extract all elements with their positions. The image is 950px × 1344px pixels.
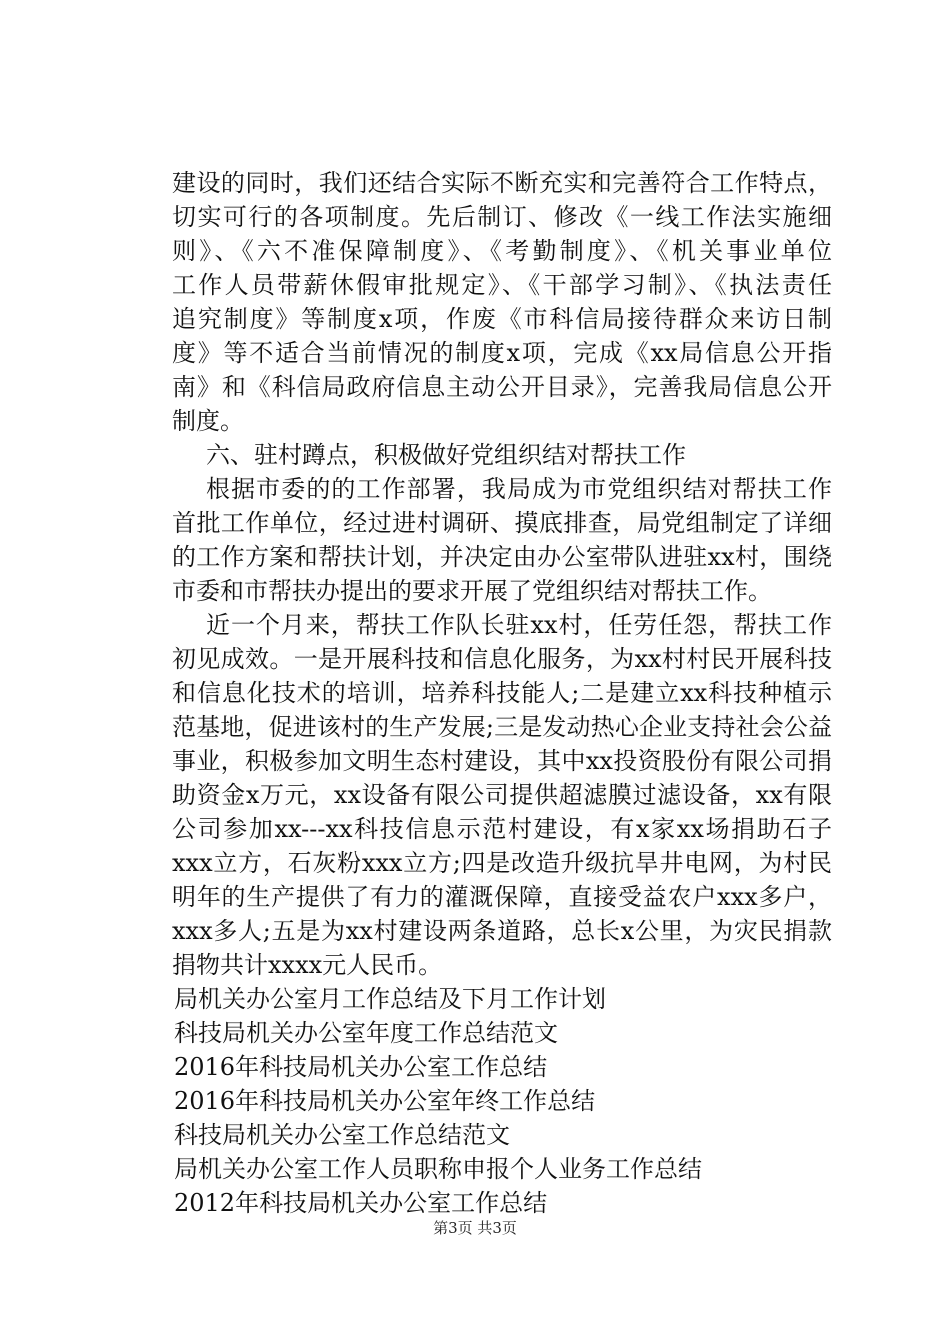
text-line: 南》和《科信局政府信息主动公开目录》，完善我局信息公开 xyxy=(172,373,832,401)
paragraph xyxy=(172,404,832,438)
related-article-link[interactable]: 局机关办公室月工作总结及下月工作计划 xyxy=(174,985,606,1013)
text-line: 度》等不适合当前情况的制度x项，完成《xx局信息公开指 xyxy=(172,339,832,367)
page-footer: 第3页 共3页 xyxy=(433,1219,517,1237)
related-article-link[interactable]: 2016年科技局机关办公室年终工作总结 xyxy=(174,1087,596,1115)
text-line: 明年的生产提供了有力的灌溉保障，直接受益农户xxx多户， xyxy=(172,883,832,911)
text-line: 追究制度》等制度x项，作废《市科信局接待群众来访日制 xyxy=(172,305,832,333)
document-body xyxy=(172,166,832,1220)
related-article-link[interactable]: 科技局机关办公室年度工作总结范文 xyxy=(174,1019,558,1047)
text-line: 助资金x万元，xx设备有限公司提供超滤膜过滤设备，xx有限 xyxy=(172,781,832,809)
text-line: 事业，积极参加文明生态村建设，其中xx投资股份有限公司捐 xyxy=(172,747,832,775)
paragraph xyxy=(172,948,832,982)
text-line: 近一个月来，帮扶工作队长驻xx村，任劳任怨，帮扶工作 xyxy=(206,611,832,639)
paragraph xyxy=(172,608,832,948)
text-line: xxx立方，石灰粉xxx立方;四是改造升级抗旱井电网，为村民 xyxy=(172,849,832,877)
related-article-link[interactable]: 2016年科技局机关办公室工作总结 xyxy=(174,1053,548,1081)
paragraph xyxy=(172,574,832,608)
text-line: 制度。 xyxy=(172,407,244,435)
related-article-link[interactable]: 2012年科技局机关办公室工作总结 xyxy=(174,1189,548,1217)
text-line: xxx多人;五是为xx村建设两条道路，总长x公里，为灾民捐款 xyxy=(172,917,832,945)
text-line: 市委和市帮扶办提出的要求开展了党组织结对帮扶工作。 xyxy=(172,577,772,605)
text-line: 切实可行的各项制度。先后制订、修改《一线工作法实施细 xyxy=(172,203,832,231)
text-line: 工作人员带薪休假审批规定》、《干部学习制》、《执法责任 xyxy=(172,271,832,299)
paragraph xyxy=(172,166,832,404)
related-article-link[interactable]: 局机关办公室工作人员职称申报个人业务工作总结 xyxy=(174,1155,702,1183)
text-line: 和信息化技术的培训，培养科技能人;二是建立xx科技种植示 xyxy=(172,679,832,707)
text-line: 公司参加xx---xx科技信息示范村建设，有x家xx场捐助石子 xyxy=(172,815,832,843)
text-line: 首批工作单位，经过进村调研、摸底排查，局党组制定了详细 xyxy=(172,509,832,537)
text-line: 初见成效。一是开展科技和信息化服务，为xx村村民开展科技 xyxy=(172,645,832,673)
text-line: 则》、《六不准保障制度》、《考勤制度》、《机关事业单位 xyxy=(172,237,832,265)
text-line: 范基地，促进该村的生产发展;三是发动热心企业支持社会公益 xyxy=(172,713,832,741)
text-line: 六、驻村蹲点，积极做好党组织结对帮扶工作 xyxy=(206,441,686,469)
text-line: 建设的同时，我们还结合实际不断充实和完善符合工作特点， xyxy=(172,169,832,197)
text-line: 的工作方案和帮扶计划，并决定由办公室带队进驻xx村，围绕 xyxy=(172,543,832,571)
text-line: 根据市委的的工作部署，我局成为市党组织结对帮扶工作 xyxy=(206,475,832,503)
paragraph xyxy=(172,438,832,472)
related-article-link[interactable]: 科技局机关办公室工作总结范文 xyxy=(174,1121,510,1149)
paragraph xyxy=(172,472,832,574)
text-line: 捐物共计xxxx元人民币。 xyxy=(172,951,443,979)
